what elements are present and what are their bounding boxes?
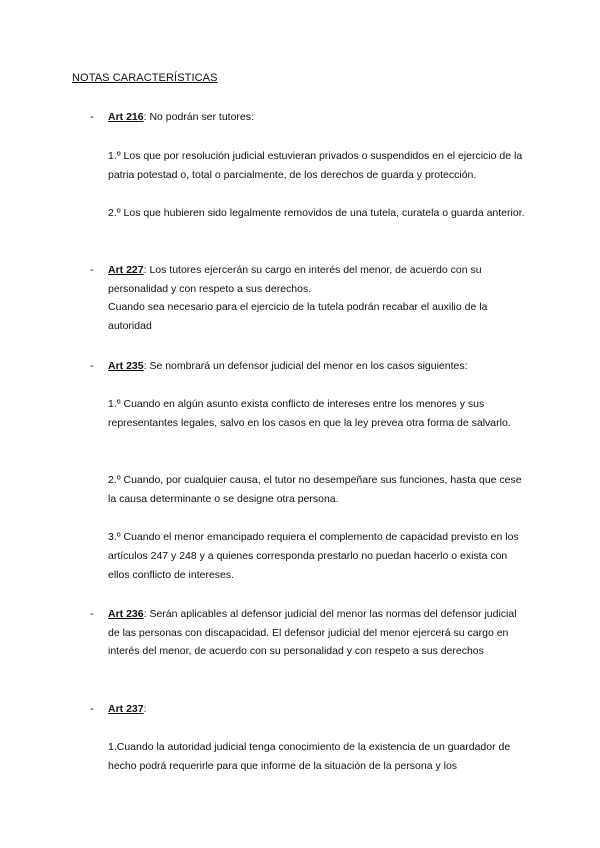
art216-text: : No podrán ser tutores:: [143, 111, 254, 123]
art235-text: : Se nombrará un defensor judicial del menor en los casos siguientes:: [143, 360, 468, 372]
art237-line: [108, 700, 528, 719]
bullet-dash: -: [90, 703, 94, 715]
art216-line: [108, 108, 528, 127]
art216-label: Art 216: [108, 111, 144, 123]
art227-line: [108, 261, 528, 298]
page-title: NOTAS CARACTERÍSTICAS: [72, 72, 218, 84]
art235-paragraph-1: 1.º Cuando en algún asunto exista conflicto de intereses entre los menores y sus representantes legales, salvo en los casos en que la ley prevea otra forma de salvarlo.: [108, 398, 511, 429]
art235-paragraph-3: 3.º Cuando el menor emancipado requiera el complemento de capacidad previsto en los artículos 247 y 248 y a quienes corresponda prestarlo no puedan hacerlo o exista con ellos conflicto de intereses.: [108, 531, 519, 581]
bullet-dash: -: [90, 264, 94, 276]
bullet-dash: -: [90, 111, 94, 123]
art227-body: [108, 261, 528, 335]
art236-text: : Serán aplicables al defensor judicial del menor las normas del defensor judicial de las personas con discapacidad. El defensor judicial del menor ejercerá su cargo en interés del menor, de acuerdo con su personalidad y con respeto a sus derechos: [108, 608, 517, 657]
art235-label: Art 235: [108, 360, 144, 372]
art227-label: Art 227: [108, 264, 144, 276]
art216-paragraph-1: 1.º Los que por resolución judicial estuvieran privados o suspendidos en el ejercicio de la patria potestad o, total o parcialmente, de los derechos de guarda y protección.: [108, 150, 523, 181]
art236-label: Art 236: [108, 608, 144, 620]
art235-paragraph-2: 2.º Cuando, por cualquier causa, el tutor no desempeñare sus funciones, hasta que cese la causa determinante o se designe otra persona.: [108, 474, 522, 505]
art237-text: :: [143, 703, 147, 715]
art216-paragraph-2: 2.º Los que hubieren sido legalmente removidos de una tutela, curatela o guarda anterior.: [108, 207, 525, 219]
bullet-dash: -: [90, 360, 94, 372]
art227-text: : Los tutores ejercerán su cargo en interés del menor, de acuerdo con su personalidad y con respeto a sus derechos.: [108, 264, 482, 295]
art236-line: [108, 605, 528, 661]
art237-paragraph-1: 1.Cuando la autoridad judicial tenga conocimiento de la existencia de un guardador de hecho podrá requerirle para que informe de la situación de la persona y los: [108, 741, 511, 772]
art235-line: [108, 357, 528, 376]
art237-label: Art 237: [108, 703, 144, 715]
art227-text-2: Cuando sea necesario para el ejercicio de la tutela podrán recabar el auxilio de la autoridad: [108, 301, 488, 332]
bullet-dash: -: [90, 608, 94, 620]
